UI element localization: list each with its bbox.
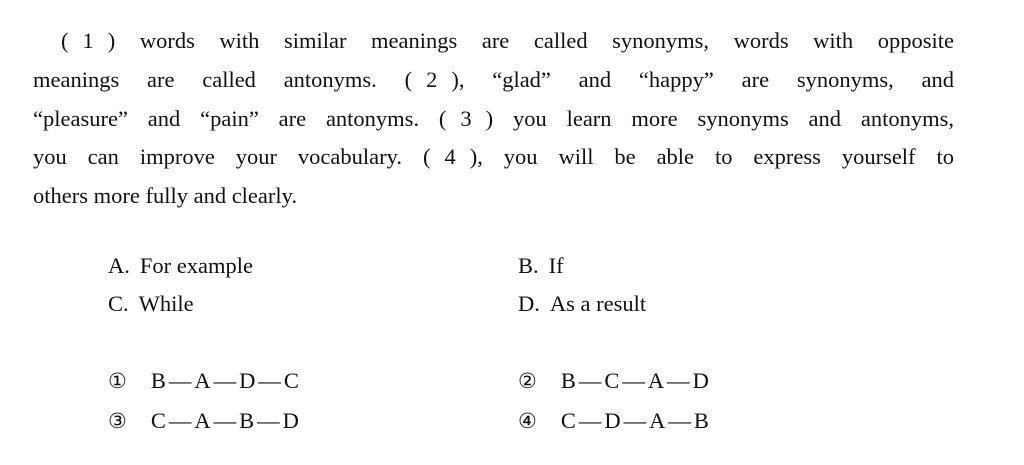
answer-choice-4[interactable]: ④ C—D—A—B [518, 408, 712, 433]
blank-4[interactable]: ( 4 ) [422, 144, 478, 170]
answer-choice-2[interactable]: ② B—C—A—D [518, 368, 712, 393]
blank-2[interactable]: ( 2 ) [404, 66, 459, 92]
option-d[interactable]: D. As a result [518, 291, 647, 316]
passage-line-3: “pleasure” and “pain” are antonyms. ( 3 ) you learn more synonyms and antonyms, [33, 100, 954, 139]
passage-line-5: others more fully and clearly. [33, 183, 298, 209]
passage-line-1: ( 1 ) words with similar meanings are called synonyms, words with opposite [33, 22, 954, 61]
blank-3[interactable]: ( 3 ) [438, 105, 494, 131]
answer-choice-1[interactable]: ① B—A—D—C [108, 368, 302, 393]
answer-choice-3[interactable]: ③ C—A—B—D [108, 408, 302, 433]
passage-text [33, 22, 954, 216]
option-b[interactable]: B. If [518, 253, 564, 278]
blank-1[interactable]: ( 1 ) [61, 28, 116, 53]
option-a[interactable]: A. For example [108, 253, 253, 278]
passage-line-2: meanings are called antonyms. ( 2 ), “glad” and “happy” are synonyms, and [33, 61, 954, 100]
option-c[interactable]: C. While [108, 291, 194, 316]
passage-line-4: you can improve your vocabulary. ( 4 ), you will be able to express yourself to [33, 138, 954, 177]
